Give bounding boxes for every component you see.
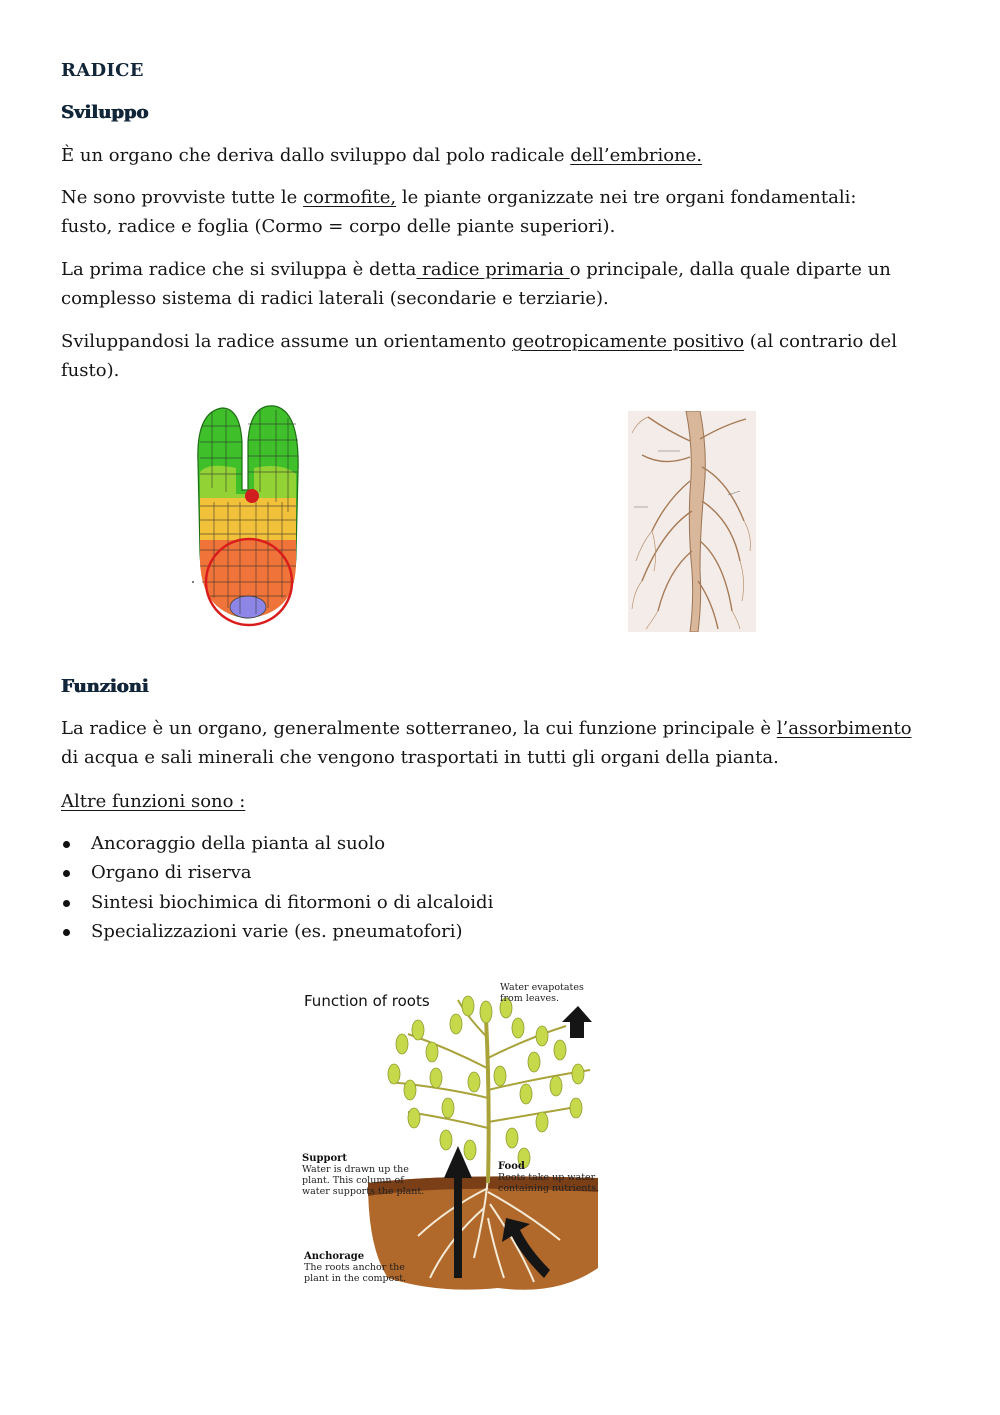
paragraph-text: È un organo che deriva dallo sviluppo dal polo radicale	[61, 145, 571, 166]
page-title: RADICE	[61, 60, 144, 81]
paragraph-origin	[61, 141, 702, 170]
paragraph-text: fusto, radice e foglia (Cormo = corpo delle piante superiori).	[61, 216, 616, 237]
anchorage-label: plant in the compost.	[304, 1273, 407, 1284]
underlined-term: radice primaria	[416, 259, 570, 280]
anchorage-label: The roots anchor the	[304, 1262, 405, 1273]
support-label: water supports the plant.	[302, 1186, 425, 1197]
taproot-illustration	[628, 411, 756, 632]
bullet-icon	[63, 929, 70, 936]
paragraph-primary-root	[61, 255, 891, 313]
list-item: Sintesi biochimica di fitormoni o di alcaloidi	[61, 888, 493, 917]
paragraph-text: le piante organizzate nei tre organi fondamentali:	[396, 187, 857, 208]
paragraph-cormofite	[61, 183, 856, 241]
paragraph-text: di acqua e sali minerali che vengono trasportati in tutti gli organi della pianta.	[61, 747, 779, 768]
anchorage-title: Anchorage	[304, 1251, 365, 1262]
bullet-icon	[63, 841, 70, 848]
bullet-icon	[63, 900, 70, 907]
underlined-term: dell’embrione.	[570, 145, 703, 166]
food-title: Food	[498, 1161, 525, 1172]
list-item: Specializzazioni varie (es. pneumatofori)	[61, 917, 493, 946]
paragraph-text: La radice è un organo, generalmente sotterraneo, la cui funzione principale è	[61, 718, 777, 739]
paragraph-text: Sviluppandosi la radice assume un orientamento	[61, 331, 512, 352]
underlined-term: l’assorbimento	[776, 718, 912, 739]
support-label: plant. This column of	[302, 1175, 404, 1186]
food-label: containing nutrients.	[498, 1183, 600, 1194]
paragraph-text: fusto).	[61, 360, 120, 381]
bullet-icon	[63, 870, 70, 877]
underlined-term: geotropicamente positivo	[512, 331, 745, 352]
list-item: Organo di riserva	[61, 858, 493, 887]
support-title: Support	[302, 1153, 348, 1164]
food-label: Roots take up water	[498, 1172, 596, 1183]
functions-list	[61, 829, 493, 946]
section-heading-funzioni: Funzioni	[61, 676, 149, 697]
list-item: Ancoraggio della pianta al suolo	[61, 829, 493, 858]
paragraph-text: (al contrario del	[744, 331, 897, 352]
paragraph-text: La prima radice che si sviluppa è detta	[61, 259, 417, 280]
paragraph-text: Ne sono provviste tutte le	[61, 187, 304, 208]
support-label: Water is drawn up the	[302, 1164, 409, 1175]
paragraph-geotropism	[61, 327, 897, 385]
function-of-roots-diagram	[298, 978, 604, 1310]
water-label: from leaves.	[500, 993, 560, 1004]
paragraph-text: o principale, dalla quale diparte un	[569, 259, 891, 280]
embryo-illustration	[188, 402, 300, 628]
underlined-term: cormofite,	[303, 187, 397, 208]
section-heading-sviluppo: Sviluppo	[61, 102, 149, 123]
paragraph-function	[61, 714, 912, 772]
water-label: Water evapotates	[500, 982, 584, 993]
diagram-title: Function of roots	[304, 992, 430, 1010]
paragraph-text: complesso sistema di radici laterali (secondarie e terziarie).	[61, 288, 609, 309]
list-title: Altre funzioni sono :	[61, 791, 246, 812]
